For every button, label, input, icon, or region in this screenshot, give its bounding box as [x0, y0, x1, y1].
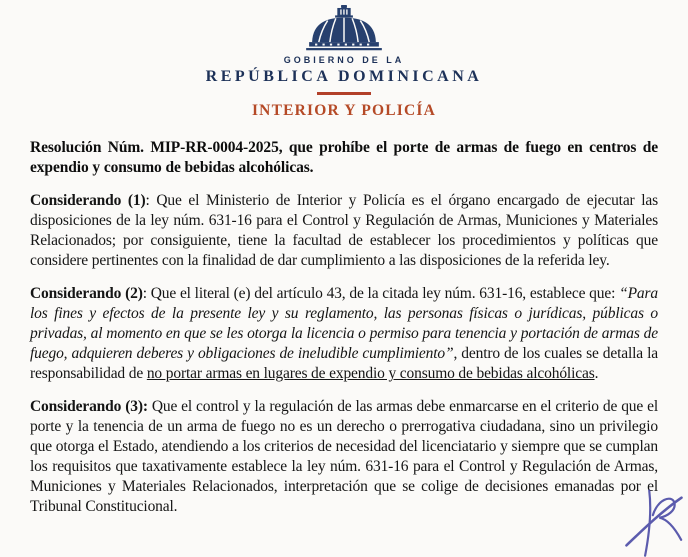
text-run: Considerando (1): [30, 192, 146, 209]
text-run: no portar armas en lugares de expendio y consumo de bebidas alcohólicas: [146, 365, 595, 382]
text-run: Considerando (3):: [30, 398, 148, 415]
national-palace-dome-icon: [274, 5, 414, 51]
considerando-paragraphs: [30, 191, 658, 517]
text-run: “Para los fines y efectos de la presente ley y su reglamento, las personas físicas o jurídicas, públicas o privadas, al momento en que se les otorga la licencia o permiso para tenencia y portación de armas de fuego, adquieren deberes y obligaciones de ineludible cumplimiento”: [30, 285, 658, 362]
letterhead: [30, 5, 658, 120]
text-run: , dentro de los cuales se detalla la responsabilidad de: [30, 345, 658, 382]
handwritten-initials-signature: [621, 486, 687, 557]
resolution-title: Resolución Núm. MIP-RR-0004-2025, que prohíbe el porte de armas de fuego en centros de expendio y consumo de bebidas alcohólicas.: [30, 139, 658, 176]
text-run: : Que el Ministerio de Interior y Policía es el órgano encargado de ejecutar las disposiciones de la ley núm. 631-16 para el Control y Regulación de Armas, Municiones y Materiales Relacionados; por consiguiente, tiene la facultad de establecer los procedimientos y políticas que considere pertinentes con la finalidad de dar cumplimiento a las disposiciones de la referida ley.: [30, 192, 659, 269]
government-line: GOBIERNO DE LA: [283, 55, 405, 65]
text-run: Que el control y la regulación de las armas debe enmarcarse en el criterio de que el porte y la tenencia de un arma de fuego no es un derecho o prerrogativa ciudadana, sino un privilegio que otorga el Estado, atendiendo a los criterios de necesidad del licenciatario y siempre que se cumplan los requisitos que taxativamente establece la ley núm. 631-16 para el Control y Regulación de Armas, Municiones y Materiales Relacionados, interpretación que se colige de decisiones emanadas por el Tribunal Constitucional.: [30, 398, 658, 515]
considerando-paragraph: [30, 284, 658, 384]
ministry-name: INTERIOR Y POLICÍA: [251, 102, 437, 119]
considerando-paragraph: [30, 397, 658, 517]
considerando-paragraph: [30, 191, 658, 271]
text-run: : Que el literal (e) del artículo 43, de la citada ley núm. 631-16, establece que:: [142, 285, 620, 302]
republic-line: REPÚBLICA DOMINICANA: [205, 68, 483, 85]
resolution-body: [30, 138, 658, 517]
text-run: .: [594, 365, 599, 382]
text-run: Considerando (2): [30, 285, 143, 302]
red-divider-rule: [317, 92, 371, 95]
